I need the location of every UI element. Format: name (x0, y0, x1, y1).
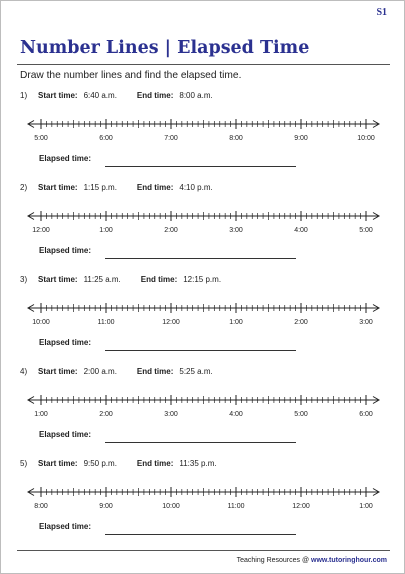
footer-site-link[interactable]: www.tutoringhour.com (311, 557, 387, 564)
number-line (1, 298, 404, 338)
tick-label: 12:00 (162, 319, 180, 326)
end-time-value: 5:25 a.m. (179, 367, 213, 376)
title-divider (17, 64, 390, 65)
end-time-label: End time: (136, 91, 174, 100)
elapsed-time-label: Elapsed time: (39, 522, 92, 531)
tick-label: 5:00 (294, 411, 308, 418)
tick-label: 8:00 (34, 503, 48, 510)
problem-number: 3) (20, 275, 28, 284)
tick-label: 4:00 (229, 411, 243, 418)
elapsed-time-label: Elapsed time: (39, 430, 92, 439)
sheet-code: S1 (376, 7, 387, 18)
start-time-label: Start time: (38, 91, 78, 100)
problem-header (20, 459, 217, 468)
end-time-label: End time: (140, 275, 178, 284)
tick-label: 4:00 (294, 227, 308, 234)
tick-label: 7:00 (164, 135, 178, 142)
tick-label: 6:00 (359, 411, 373, 418)
tick-label: 3:00 (229, 227, 243, 234)
problem-2 (1, 183, 404, 273)
problem-4 (1, 367, 404, 457)
footer (237, 557, 387, 564)
problem-header (20, 275, 221, 284)
elapsed-time-label: Elapsed time: (39, 338, 92, 347)
start-time-value: 1:15 p.m. (83, 183, 117, 192)
tick-label: 8:00 (229, 135, 243, 142)
number-line (1, 482, 404, 522)
end-time-label: End time: (136, 183, 174, 192)
tick-label: 5:00 (34, 135, 48, 142)
end-time-label: End time: (136, 367, 174, 376)
tick-label: 12:00 (32, 227, 50, 234)
start-time-value: 9:50 p.m. (83, 459, 117, 468)
elapsed-time-answer-line[interactable] (105, 442, 296, 443)
elapsed-time-answer-line[interactable] (105, 350, 296, 351)
number-line (1, 206, 404, 246)
footer-prefix: Teaching Resources @ (236, 557, 312, 564)
start-time-value: 6:40 a.m. (83, 91, 117, 100)
tick-label: 9:00 (99, 503, 113, 510)
number-line (1, 390, 404, 430)
end-time-label: End time: (136, 459, 174, 468)
problem-number: 2) (20, 183, 28, 192)
problem-3 (1, 275, 404, 365)
tick-label: 11:00 (97, 319, 115, 326)
elapsed-time-answer-line[interactable] (105, 258, 296, 259)
tick-label: 10:00 (32, 319, 50, 326)
tick-label: 9:00 (294, 135, 308, 142)
tick-label: 2:00 (99, 411, 113, 418)
instructions: Draw the number lines and find the elapsed time. (20, 70, 242, 81)
tick-label: 2:00 (164, 227, 178, 234)
start-time-label: Start time: (38, 275, 78, 284)
end-time-value: 4:10 p.m. (179, 183, 213, 192)
start-time-label: Start time: (38, 183, 78, 192)
tick-label: 1:00 (99, 227, 113, 234)
start-time-value: 2:00 a.m. (83, 367, 117, 376)
tick-label: 10:00 (162, 503, 180, 510)
tick-label: 2:00 (294, 319, 308, 326)
page-title: Number Lines | Elapsed Time (20, 38, 310, 58)
tick-label: 11:00 (227, 503, 245, 510)
problem-5 (1, 459, 404, 549)
tick-label: 1:00 (34, 411, 48, 418)
number-line (1, 114, 404, 154)
footer-divider (17, 550, 390, 551)
start-time-value: 11:25 a.m. (83, 275, 121, 284)
problem-number: 5) (20, 459, 28, 468)
elapsed-time-label: Elapsed time: (39, 154, 92, 163)
tick-label: 12:00 (292, 503, 310, 510)
end-time-value: 8:00 a.m. (179, 91, 213, 100)
end-time-value: 11:35 p.m. (179, 459, 217, 468)
elapsed-time-label: Elapsed time: (39, 246, 92, 255)
problem-header (20, 367, 213, 376)
tick-label: 3:00 (164, 411, 178, 418)
problem-number: 4) (20, 367, 28, 376)
problem-header (20, 183, 213, 192)
problem-number: 1) (20, 91, 28, 100)
elapsed-time-answer-line[interactable] (105, 166, 296, 167)
tick-label: 6:00 (99, 135, 113, 142)
end-time-value: 12:15 p.m. (183, 275, 222, 284)
tick-label: 3:00 (359, 319, 373, 326)
tick-label: 1:00 (229, 319, 243, 326)
problem-header (20, 91, 213, 100)
tick-label: 10:00 (357, 135, 375, 142)
tick-label: 1:00 (359, 503, 373, 510)
start-time-label: Start time: (38, 459, 78, 468)
start-time-label: Start time: (38, 367, 78, 376)
problem-1 (1, 91, 404, 181)
elapsed-time-answer-line[interactable] (105, 534, 296, 535)
tick-label: 5:00 (359, 227, 373, 234)
